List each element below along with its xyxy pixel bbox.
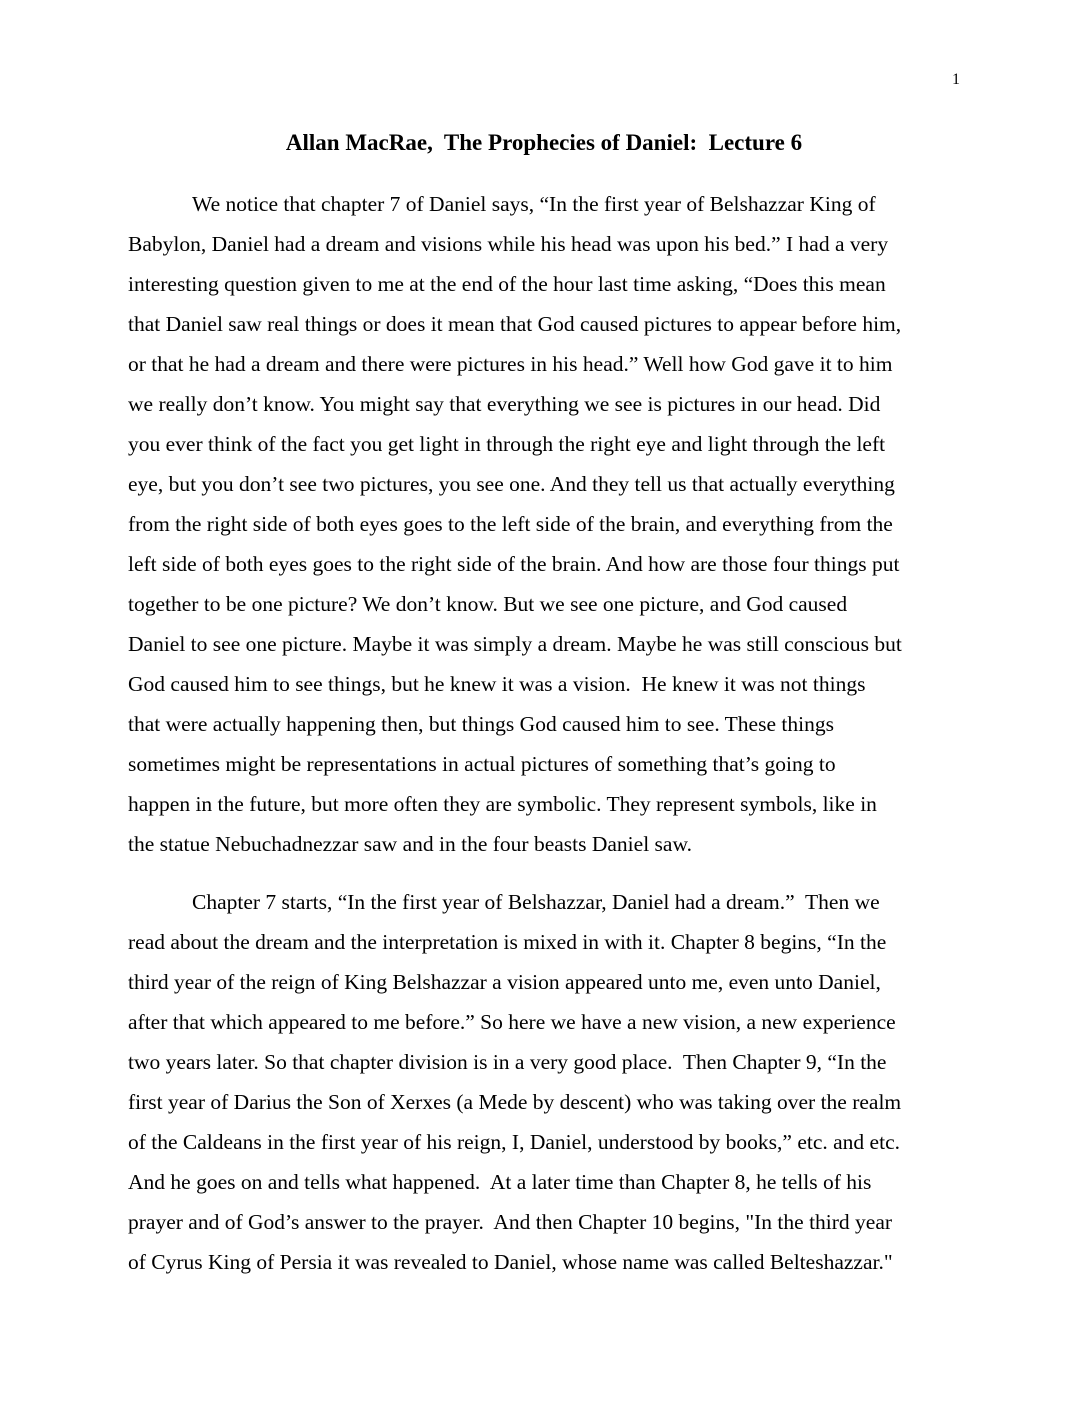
- document-body: [128, 184, 960, 1282]
- text-line: And he goes on and tells what happened. At a later time than Chapter 8, he tells of his: [128, 1170, 872, 1194]
- paragraph-2: [128, 882, 960, 1282]
- text-line: sometimes might be representations in actual pictures of something that’s going to: [128, 752, 836, 776]
- text-line: after that which appeared to me before.” So here we have a new vision, a new experience: [128, 1010, 896, 1034]
- text-line: Daniel to see one picture. Maybe it was simply a dream. Maybe he was still conscious but: [128, 632, 902, 656]
- text-line: you ever think of the fact you get light in through the right eye and light through the left: [128, 432, 886, 456]
- paragraph-1: [128, 184, 960, 864]
- text-line: eye, but you don’t see two pictures, you see one. And they tell us that actually everything: [128, 472, 895, 496]
- page-number: 1: [952, 71, 960, 88]
- text-line: Chapter 7 starts, “In the first year of Belshazzar, Daniel had a dream.” Then we: [192, 890, 880, 914]
- text-line: read about the dream and the interpretation is mixed in with it. Chapter 8 begins, “In the: [128, 930, 887, 954]
- text-line: We notice that chapter 7 of Daniel says, “In the first year of Belshazzar King of: [192, 192, 876, 216]
- text-line: third year of the reign of King Belshazzar a vision appeared unto me, even unto Daniel,: [128, 970, 881, 994]
- text-line: together to be one picture? We don’t know. But we see one picture, and God caused: [128, 592, 848, 616]
- text-line: that were actually happening then, but things God caused him to see. These things: [128, 712, 834, 736]
- text-line: prayer and of God’s answer to the prayer. And then Chapter 10 begins, "In the third year: [128, 1210, 893, 1234]
- text-line: first year of Darius the Son of Xerxes (a Mede by descent) who was taking over the realm: [128, 1090, 902, 1114]
- text-line: God caused him to see things, but he knew it was a vision. He knew it was not things: [128, 672, 866, 696]
- text-line: of Cyrus King of Persia it was revealed to Daniel, whose name was called Belteshazzar.": [128, 1250, 893, 1274]
- text-line: happen in the future, but more often they are symbolic. They represent symbols, like in: [128, 792, 877, 816]
- text-line: left side of both eyes goes to the right side of the brain. And how are those four things put: [128, 552, 900, 576]
- lecture-title: Allan MacRae, The Prophecies of Daniel: Lecture 6: [285, 130, 803, 155]
- text-line: of the Caldeans in the first year of his reign, I, Daniel, understood by books,” etc. and etc.: [128, 1130, 900, 1154]
- text-line: two years later. So that chapter division is in a very good place. Then Chapter 9, “In the: [128, 1050, 887, 1074]
- text-line: interesting question given to me at the end of the hour last time asking, “Does this mean: [128, 272, 886, 296]
- text-line: or that he had a dream and there were pictures in his head.” Well how God gave it to him: [128, 352, 893, 376]
- text-line: the statue Nebuchadnezzar saw and in the four beasts Daniel saw.: [128, 832, 692, 856]
- text-line: Babylon, Daniel had a dream and visions while his head was upon his bed.” I had a very: [128, 232, 889, 256]
- text-line: from the right side of both eyes goes to the left side of the brain, and everything from the: [128, 512, 893, 536]
- text-line: we really don’t know. You might say that everything we see is pictures in our head. Did: [128, 392, 881, 416]
- text-line: that Daniel saw real things or does it mean that God caused pictures to appear before him,: [128, 312, 902, 336]
